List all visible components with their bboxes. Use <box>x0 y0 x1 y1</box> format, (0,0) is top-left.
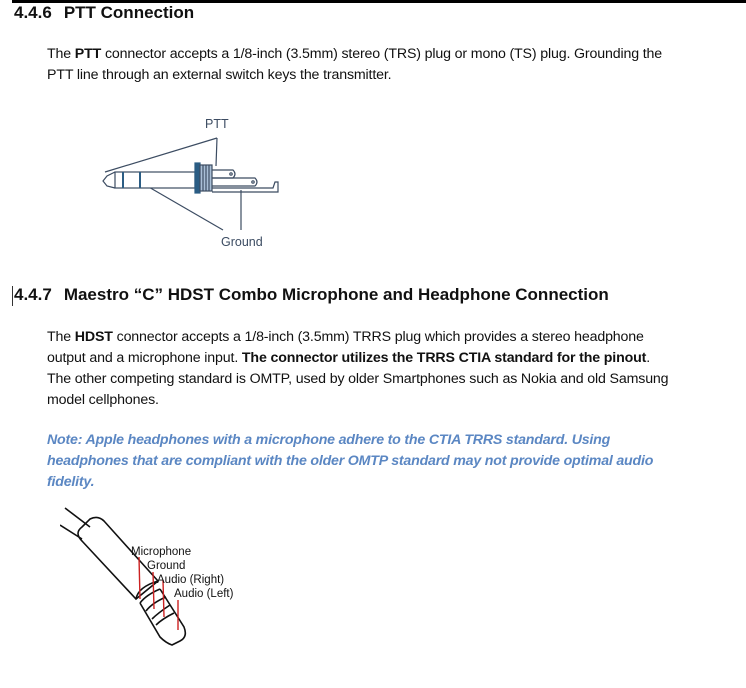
text: headphones that are compliant with the older OMTP standard may not provide optimal audio <box>47 453 654 469</box>
text: . <box>646 350 650 366</box>
bold-text: HDST <box>74 329 113 345</box>
text: The <box>47 329 75 345</box>
ground-label-trrs: Ground <box>147 560 186 572</box>
section-heading-ptt <box>14 3 194 23</box>
section-number: 4.4.6 <box>14 3 52 22</box>
bold-text: PTT <box>74 46 102 62</box>
text: PTT line through an external switch keys the transmitter. <box>47 67 392 83</box>
audio-left-label: Audio (Left) <box>174 588 234 600</box>
bold-text: The connector utilizes the TRRS CTIA standard for the pinout <box>241 350 647 366</box>
section-number: 4.4.7 <box>14 285 52 304</box>
section-title: PTT Connection <box>63 3 195 22</box>
note-paragraph <box>47 430 737 493</box>
text: output and a microphone input. <box>47 350 242 366</box>
text: connector accepts a 1/8-inch (3.5mm) TRRS plug which provides a stereo headphone <box>112 329 644 345</box>
ptt-plug-diagram <box>95 130 285 240</box>
text-cursor <box>12 286 13 306</box>
ptt-label: PTT <box>205 117 229 131</box>
microphone-label: Microphone <box>131 546 192 558</box>
ptt-paragraph <box>47 44 737 86</box>
text: Note: Apple headphones with a microphone adhere to the CTIA TRRS standard. Using <box>47 432 611 448</box>
section-heading-hdst <box>14 285 609 305</box>
ground-label: Ground <box>221 235 263 249</box>
text: model cellphones. <box>47 392 159 408</box>
text: connector accepts a 1/8-inch (3.5mm) stereo (TRS) plug or mono (TS) plug. Grounding the <box>101 46 663 62</box>
audio-right-label: Audio (Right) <box>157 574 225 586</box>
section-title: Maestro “C” HDST Combo Microphone and Headphone Connection <box>63 285 609 304</box>
text: fidelity. <box>47 474 95 490</box>
hdst-paragraph <box>47 327 737 411</box>
text: The other competing standard is OMTP, used by older Smartphones such as Nokia and old Samsung <box>47 371 669 387</box>
text: The <box>47 46 75 62</box>
